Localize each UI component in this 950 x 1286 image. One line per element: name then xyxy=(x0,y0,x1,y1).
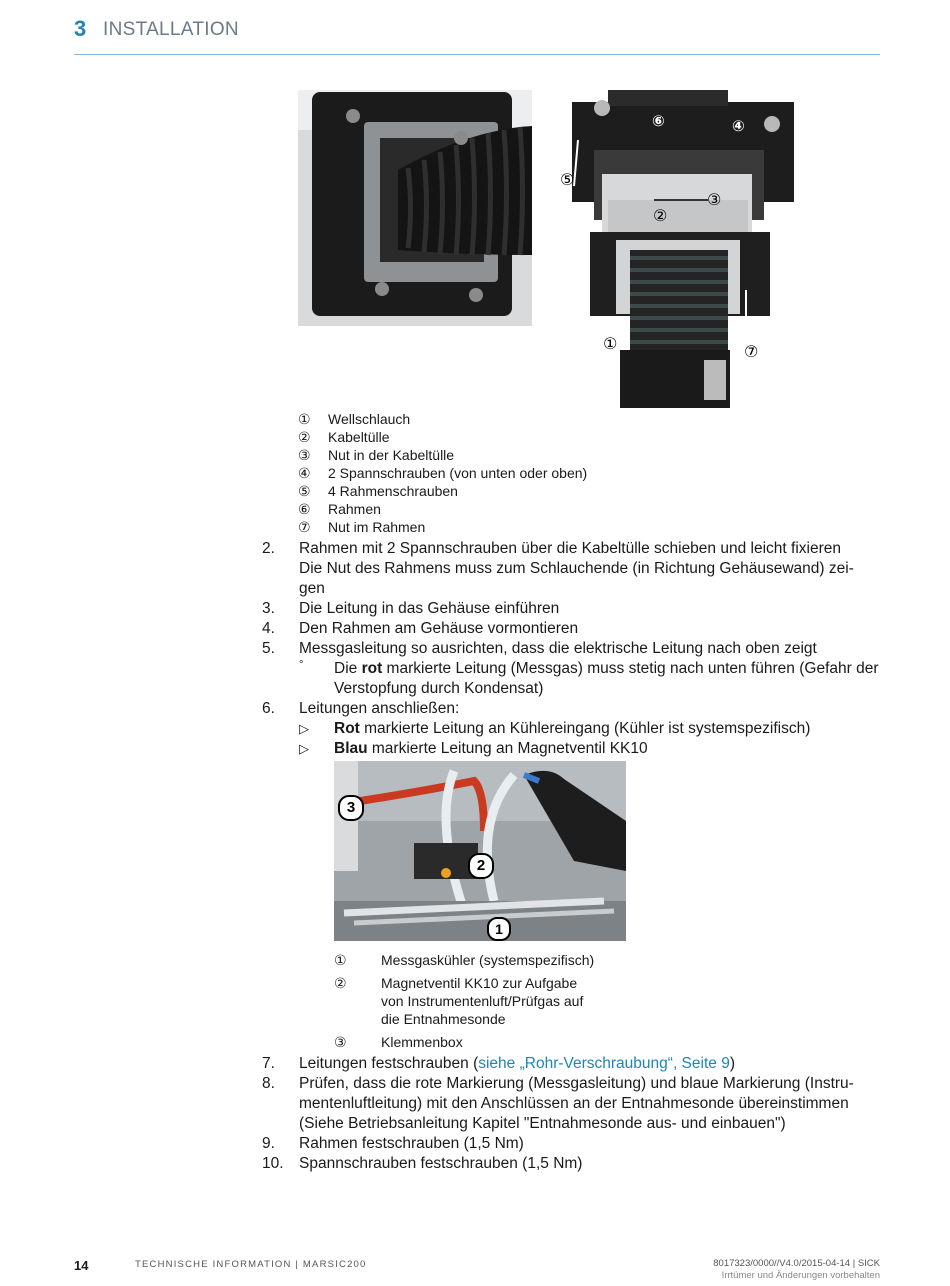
callout-1: 1 xyxy=(487,917,511,941)
chapter-title: INSTALLATION xyxy=(103,19,239,40)
callout-2: 2 xyxy=(468,853,494,879)
callout-4: ④ xyxy=(732,118,745,135)
document-title: TECHNISCHE INFORMATION | MARSIC200 xyxy=(135,1259,367,1270)
legend-item: ⑤ 4 Rahmenschrauben xyxy=(298,483,458,499)
photo-assembly-exploded xyxy=(558,90,798,408)
callout-3: 3 xyxy=(338,795,364,821)
legend-item: ② Magnetventil KK10 zur Aufgabe von Instrumentenluft/Prüfgas auf die Entnahmesonde xyxy=(334,975,584,1027)
document-reference: 8017323/0000//V4.0/2015-04-14 | SICK Irrtümer und Änderungen vorbehalten xyxy=(713,1258,880,1281)
rohr-verschraubung-link[interactable]: siehe „Rohr-Verschraubung“, Seite 9 xyxy=(478,1055,730,1072)
steps-list-a xyxy=(262,539,882,759)
step-6-sub-blue: ▷ Blau markierte Leitung an Magnetventil KK10 xyxy=(299,740,648,757)
step-5: 5. Messgasleitung so ausrichten, dass die elektrische Leitung nach oben zeigt ° Die rot markierte Leitung (Messgas) muss stetig nach unten führen (Gefahr der Verstopfung durch Kondensat) xyxy=(262,639,882,699)
figure1-legend xyxy=(298,411,818,537)
step-6: 6. Leitungen anschließen: ▷ Rot markierte Leitung an Kühlereingang (Kühler ist systemspezifisch) ▷ Blau markierte Leitung an Magnetventil KK10 xyxy=(262,699,882,759)
legend-item: ③ Klemmenbox xyxy=(334,1034,463,1050)
callout-1: ① xyxy=(603,336,618,353)
disclaimer: Irrtümer und Änderungen vorbehalten xyxy=(721,1270,880,1281)
step-6-sub-red: ▷ Rot markierte Leitung an Kühlereingang (Kühler ist systemspezifisch) xyxy=(299,720,811,737)
legend-item: ① Wellschlauch xyxy=(298,411,411,427)
legend-item: ④ 2 Spannschrauben (von unten oder oben) xyxy=(298,465,588,481)
steps-list-b xyxy=(262,1054,882,1174)
step-9: 9. Rahmen festschrauben (1,5 Nm) xyxy=(262,1135,524,1152)
callout-5: ⑤ xyxy=(560,172,575,189)
legend-item: ① Messgaskühler (systemspezifisch) xyxy=(334,952,595,968)
legend-item: ⑦ Nut im Rahmen xyxy=(298,519,426,535)
callout-3: ③ xyxy=(707,192,722,209)
page-number: 14 xyxy=(74,1258,89,1273)
photo-frame-mounted xyxy=(298,90,532,326)
step-2: 2. Rahmen mit 2 Spannschrauben über die Kabeltülle schieben und leicht fixieren Die Nut des Rahmens muss zum Schlauchende (in Richtung Gehäusewand) zei- gen xyxy=(262,540,854,597)
photo-lines-connected xyxy=(334,761,626,941)
legend-item: ③ Nut in der Kabeltülle xyxy=(298,447,455,463)
callout-2: ② xyxy=(653,208,668,225)
step-7: 7. Leitungen festschrauben (siehe „Rohr-Verschraubung“, Seite 9) xyxy=(262,1055,735,1072)
chapter-number: 3 xyxy=(74,16,87,41)
step-4: 4. Den Rahmen am Gehäuse vormontieren xyxy=(262,620,579,637)
step-3: 3. Die Leitung in das Gehäuse einführen xyxy=(262,600,560,617)
callout-7: ⑦ xyxy=(744,344,759,361)
step-8: 8. Prüfen, dass die rote Markierung (Messgasleitung) und blaue Markierung (Instru-mentenluftleitung) mit den Anschlüssen an der Entnahmesonde übereinstimmen (Siehe Betriebsanleitung Kapitel "Entnahmesonde aus- und einbauen") xyxy=(262,1075,854,1132)
step-5-note: ° Die rot markierte Leitung (Messgas) muss stetig nach unten führen (Gefahr der Verstopfung durch Kondensat) xyxy=(299,659,879,697)
figure2-legend xyxy=(334,951,634,1056)
page-header xyxy=(74,16,880,55)
callout-6: ⑥ xyxy=(652,113,665,130)
step-10: 10. Spannschrauben festschrauben (1,5 Nm) xyxy=(262,1155,583,1172)
legend-item: ⑥ Rahmen xyxy=(298,501,381,517)
legend-item: ② Kabeltülle xyxy=(298,429,390,445)
